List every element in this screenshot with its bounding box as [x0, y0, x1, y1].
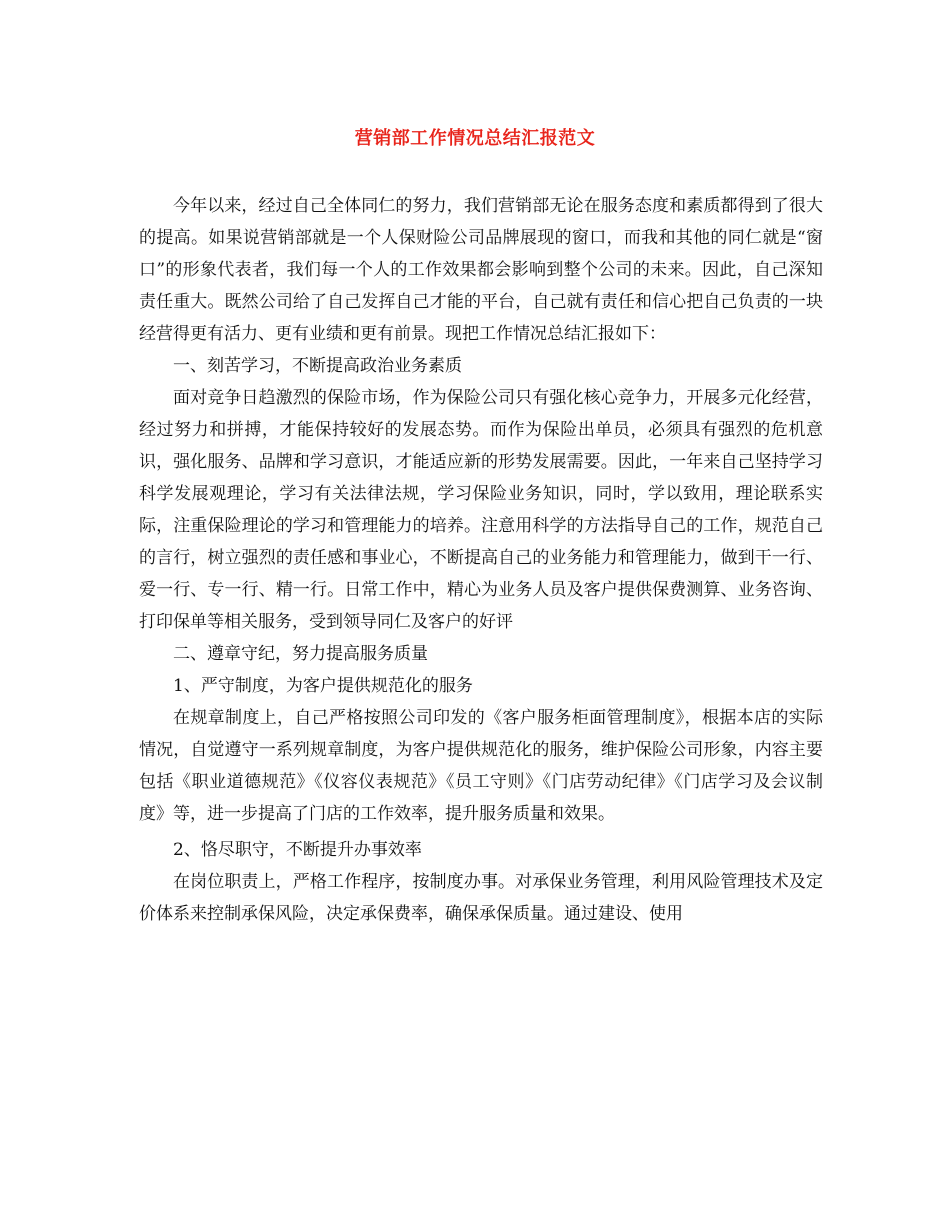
document-title: 营销部工作情况总结汇报范文	[354, 128, 596, 149]
paragraph-duties: 在岗位职责上，严格工作程序，按制度办事。对承保业务管理，利用风险管理技术及定价体系来控制承保风险，决定承保费率，确保承保质量。通过建设、使用	[139, 872, 823, 924]
section-heading-2: 二、遵章守纪，努力提高服务质量	[173, 644, 428, 664]
subsection-heading-1: 1、严守制度，为客户提供规范化的服务	[173, 676, 473, 696]
paragraph-study: 面对竞争日趋激烈的保险市场，作为保险公司只有强化核心竞争力，开展多元化经营，经过努力和拼搏，才能保持较好的发展态势。而作为保险出单员，必须具有强烈的危机意识，强化服务、品牌和学习意识，才能适应新的形势发展需要。因此，一年来自己坚持学习科学发展观理论，学习有关法律法规，学习保险业务知识，同时，学以致用，理论联系实际，注重保险理论的学习和管理能力的培养。注意用科学的方法指导自己的工作，规范自己的言行，树立强烈的责任感和事业心，不断提高自己的业务能力和管理能力，做到干一行、爱一行、专一行、精一行。日常工作中，精心为业务人员及客户提供保费测算、业务咨询、打印保单等相关服务，受到领导同仁及客户的好评	[139, 388, 823, 632]
paragraph-intro: 今年以来，经过自己全体同仁的努力，我们营销部无论在服务态度和素质都得到了很大的提高。如果说营销部就是一个人保财险公司品牌展现的窗口，而我和其他的同仁就是“窗口”的形象代表者，我们每一个人的工作效果都会影响到整个公司的未来。因此，自己深知责任重大。既然公司给了自己发挥自己才能的平台，自己就有责任和信心把自己负责的一块经营得更有活力、更有业绩和更有前景。现把工作情况总结汇报如下：	[139, 196, 823, 344]
section-heading-1: 一、刻苦学习，不断提高政治业务素质	[173, 356, 462, 376]
paragraph-rules: 在规章制度上，自己严格按照公司印发的《客户服务柜面管理制度》，根据本店的实际情况，自觉遵守一系列规章制度，为客户提供规范化的服务，维护保险公司形象，内容主要包括《职业道德规范》《仪容仪表规范》《员工守则》《门店劳动纪律》《门店学习及会议制度》等，进一步提高了门店的工作效率，提升服务质量和效果。	[139, 708, 823, 824]
document-body	[139, 190, 823, 930]
subsection-heading-2: 2、恪尽职守，不断提升办事效率	[173, 840, 422, 860]
